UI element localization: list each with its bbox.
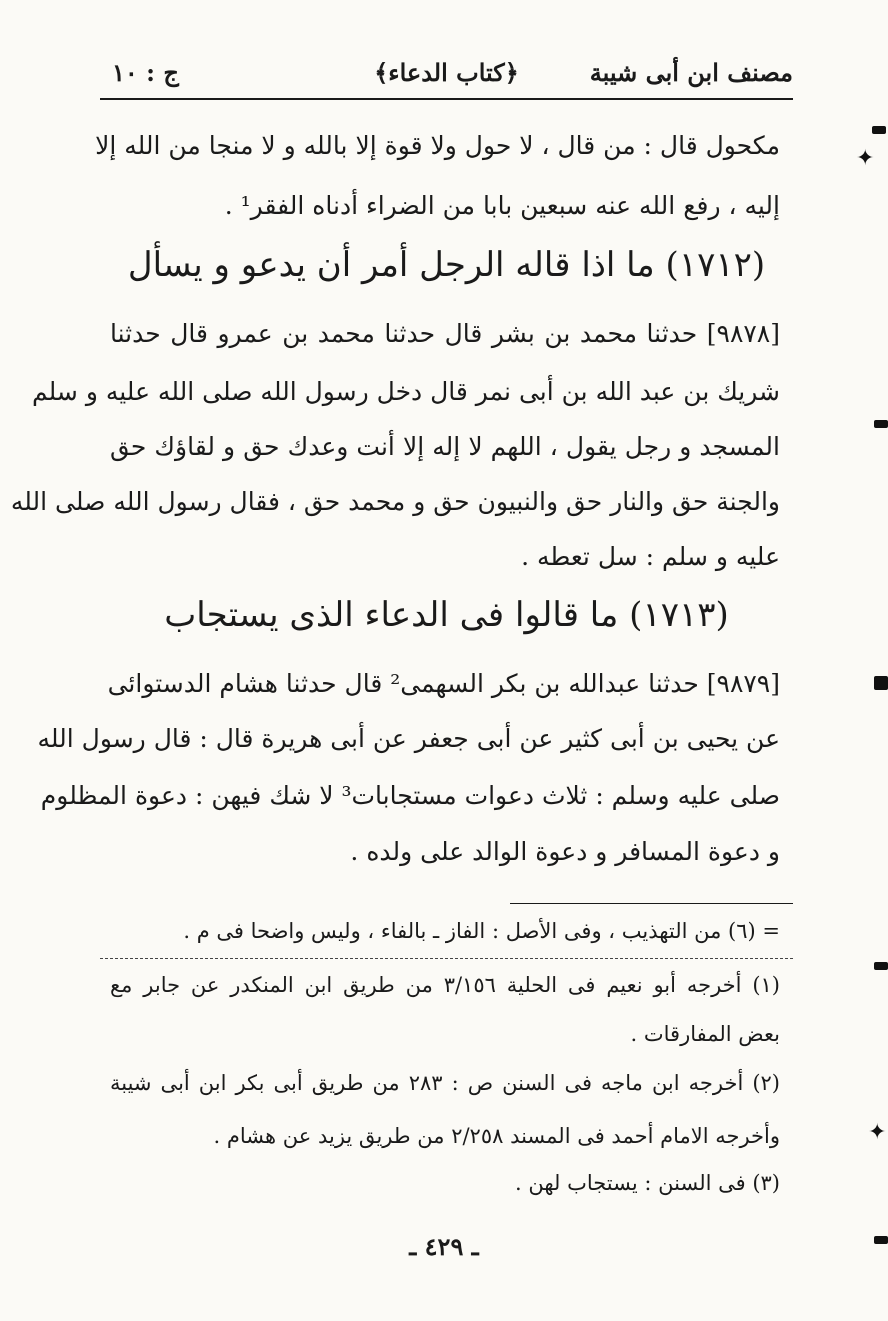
- scan-mark: [872, 126, 886, 134]
- body-line: و دعوة المسافر و دعوة الوالد على ولده .: [350, 837, 780, 866]
- scan-mark: [874, 1236, 888, 1244]
- footnote-rule: [510, 903, 793, 904]
- body-line: شريك بن عبد الله بن أبى نمر قال دخل رسول الله صلى الله عليه و سلم: [32, 377, 780, 406]
- footnote: (٣) فى السنن : يستجاب لهن .: [514, 1171, 780, 1195]
- body-line: إليه ، رفع الله عنه سبعين بابا من الضراء أدناه الفقر¹ .: [224, 191, 780, 220]
- body-line: صلى عليه وسلم : ثلاث دعوات مستجابات³ لا شك فيهن : دعوة المظلوم: [40, 781, 780, 810]
- running-header: [100, 52, 793, 98]
- body-line: عن يحيى بن أبى كثير عن أبى جعفر عن أبى هريرة قال : قال رسول الله: [37, 724, 780, 753]
- section-heading: (١٧١٢) ما اذا قاله الرجل أمر أن يدعو و يسأل: [127, 245, 766, 285]
- body-line: [٩٨٧٩] حدثنا عبدالله بن بكر السهمى² قال حدثنا هشام الدستوائى: [107, 669, 780, 698]
- footnote: (١) أخرجه أبو نعيم فى الحلية ٣/١٥٦ من طريق ابن المنكدر عن جابر مع: [110, 973, 780, 997]
- footnote: بعض المفارقات .: [630, 1022, 780, 1046]
- scan-mark: [874, 420, 888, 428]
- header-rule: [100, 98, 793, 100]
- body-line: مكحول قال : من قال ، لا حول ولا قوة إلا بالله و لا منجا من الله إلا: [95, 131, 780, 160]
- footnote: وأخرجه الامام أحمد فى المسند ٢/٢٥٨ من طريق يزيد عن هشام .: [213, 1124, 780, 1148]
- header-chapter-title: ﴿كتاب الدعاء﴾: [374, 58, 519, 87]
- header-volume: ج : ١٠: [112, 58, 179, 87]
- footnote-separator: [100, 958, 793, 959]
- scan-mark: ✦: [856, 146, 875, 171]
- section-heading: (١٧١٣) ما قالوا فى الدعاء الذى يستجاب: [164, 595, 729, 635]
- footnote-carry: = (٦) من التهذيب ، وفى الأصل : الفاز ـ بالفاء ، وليس واضحا فى م .: [183, 919, 780, 943]
- footnote: (٢) أخرجه ابن ماجه فى السنن ص : ٢٨٣ من طريق أبى بكر ابن أبى شيبة: [110, 1071, 780, 1095]
- scan-mark: [874, 962, 888, 970]
- header-book-title: مصنف ابن أبى شيبة: [589, 58, 793, 87]
- page-number: ـ ٤٢٩ ـ: [409, 1232, 479, 1261]
- body-line: عليه و سلم : سل تعطه .: [521, 542, 780, 571]
- body-line: المسجد و رجل يقول ، اللهم لا إله إلا أنت وعدك حق و لقاؤك حق: [110, 432, 780, 461]
- scan-mark: ✦: [868, 1120, 887, 1145]
- scan-mark: [874, 676, 888, 690]
- body-line: والجنة حق والنار حق والنبيون حق و محمد حق ، فقال رسول الله صلى الله: [10, 487, 780, 516]
- body-line: [٩٨٧٨] حدثنا محمد بن بشر قال حدثنا محمد بن عمرو قال حدثنا: [110, 319, 780, 348]
